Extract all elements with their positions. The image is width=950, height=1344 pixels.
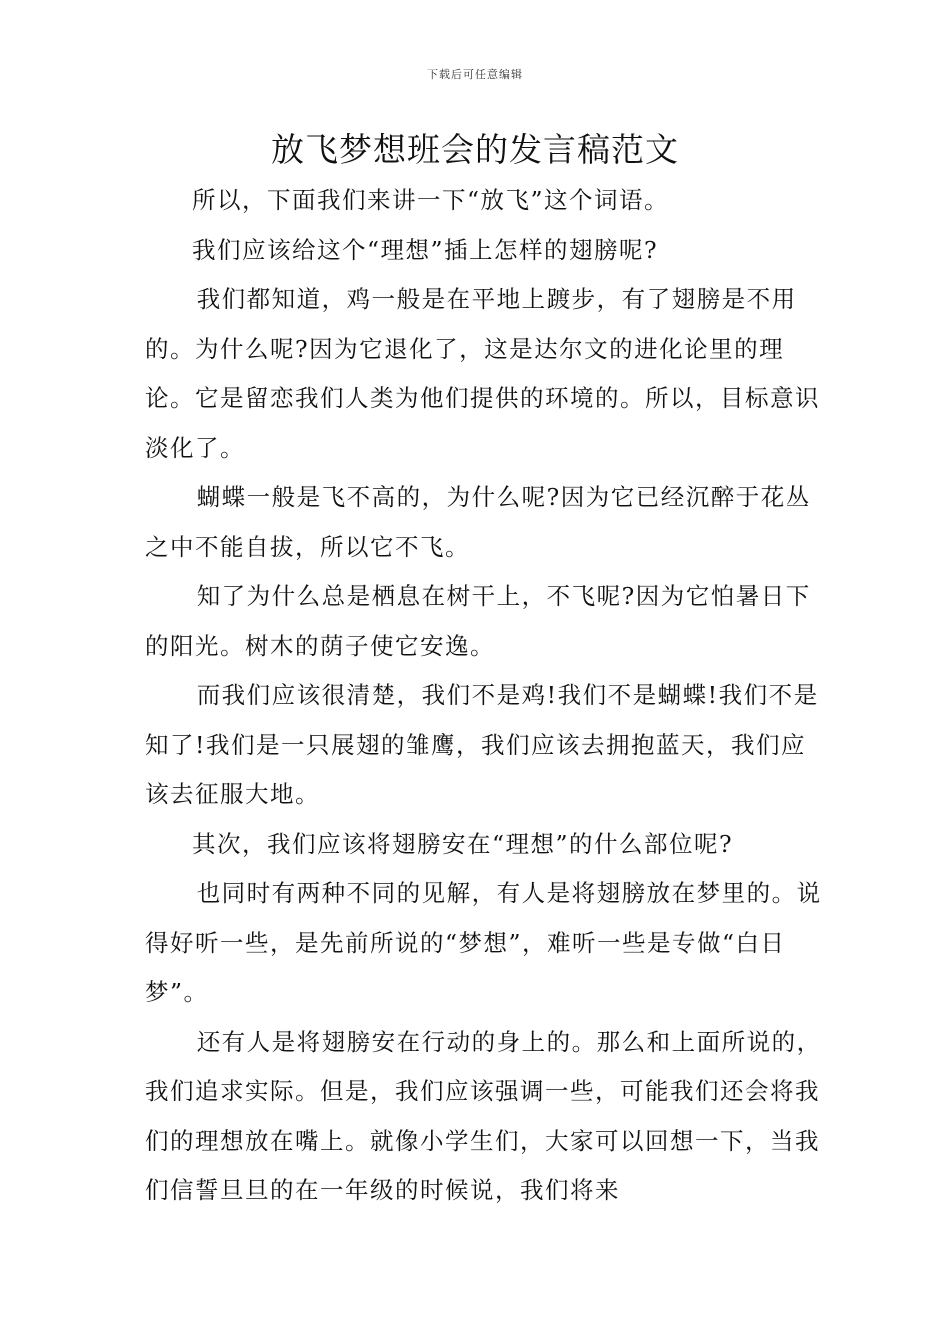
header-note: 下载后可任意编辑 (427, 68, 523, 81)
paragraph-7: 其次，我们应该将翅膀安在“理想”的什么部位呢? (192, 829, 734, 858)
paragraph-2: 我们应该给这个“理想”插上怎样的翅膀呢? (192, 235, 659, 264)
paragraph-5: 知了为什么总是栖息在树干上，不飞呢?因为它怕暑日下的阳光。树木的荫子使它安逸。 (145, 582, 811, 660)
document-body (145, 176, 825, 1216)
paragraph-4: 蝴蝶一般是飞不高的，为什么呢?因为它已经沉醉于花丛之中不能自拔，所以它不飞。 (145, 483, 811, 561)
paragraph-1: 所以，下面我们来讲一下“放飞”这个词语。 (192, 186, 670, 214)
document-title: 放飞梦想班会的发言稿范文 (271, 130, 679, 169)
paragraph-9: 还有人是将翅膀安在行动的身上的。那么和上面所说的，我们追求实际。但是，我们应该强调一些，可能我们还会将我们的理想放在嘴上。就像小学生们，大家可以回想一下，当我们信誓旦旦的在一年级的时候说，我们将来 (145, 1027, 822, 1204)
paragraph-6: 而我们应该很清楚，我们不是鸡!我们不是蝴蝶!我们不是知了!我们是一只展翅的雏鹰，我们应该去拥抱蓝天，我们应该去征服大地。 (145, 681, 819, 808)
paragraph-3: 我们都知道，鸡一般是在平地上踱步，有了翅膀是不用的。为什么呢?因为它退化了，这是达尔文的进化论里的理论。它是留恋我们人类为他们提供的环境的。所以，目标意识淡化了。 (145, 285, 820, 462)
paragraph-8: 也同时有两种不同的见解，有人是将翅膀放在梦里的。说得好听一些，是先前所说的“梦想”，难听一些是专做“白日梦”。 (145, 879, 822, 1006)
